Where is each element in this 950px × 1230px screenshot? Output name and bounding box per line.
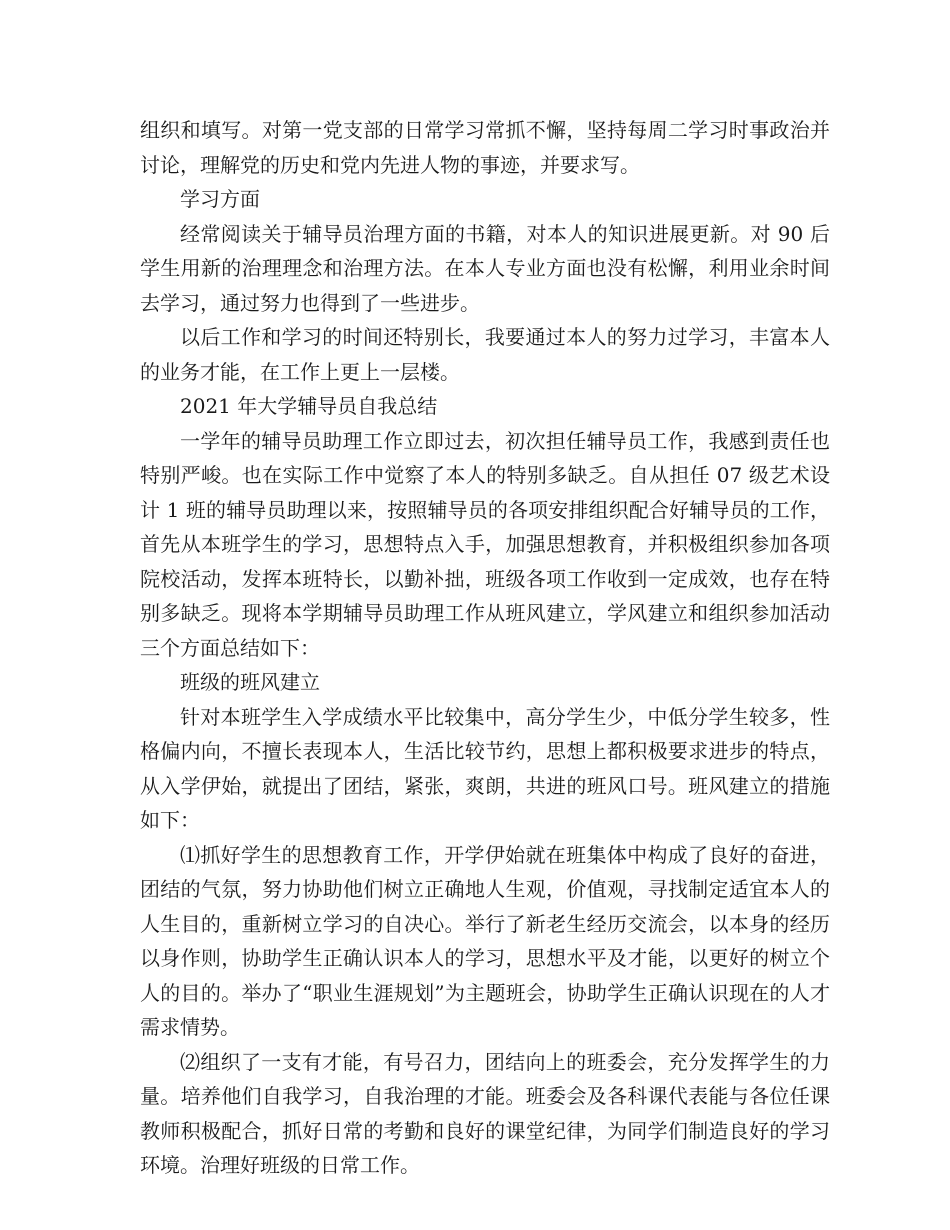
- paragraph-future: 以后工作和学习的时间还特别长，我要通过本人的努力过学习，丰富本人的业务才能，在工作上更上一层楼。: [140, 325, 830, 384]
- section-heading-study: 学习方面: [180, 187, 260, 211]
- section-heading-class-style: 班级的班风建立: [180, 670, 320, 694]
- paragraph-summary-intro: 一学年的辅导员助理工作立即过去，初次担任辅导员工作，我感到责任也特别严峻。也在实际工作中觉察了本人的特别多缺乏。自从担任 07 级艺术设计 1 班的辅导员助理以来，按照辅导员的各项安排组织配合好辅导员的工作，首先从本班学生的学习，思想特点入手，加强思想教育，并积极组织参加各项院校活动，发挥本班特长，以勤补拙，班级各项工作收到一定成效，也存在特别多缺乏。现将本学期辅导员助理工作从班风建立，学风建立和组织参加活动三个方面总结如下：: [140, 428, 830, 660]
- document-page: [140, 113, 830, 1183]
- paragraph-study: 经常阅读关于辅导员治理方面的书籍，对本人的知识进展更新。对 90 后学生用新的治理理念和治理方法。在本人专业方面也没有松懈，利用业余时间去学习，通过努力也得到了一些进步。: [140, 221, 830, 315]
- section-heading-summary-title: 2021 年大学辅导员自我总结: [180, 394, 438, 418]
- paragraph-measure-2: ⑵组织了一支有才能，有号召力，团结向上的班委会，充分发挥学生的力量。培养他们自我学习，自我治理的才能。班委会及各科课代表能与各位任课教师积极配合，抓好日常的考勤和良好的课堂纪律，为同学们制造良好的学习环境。治理好班级的日常工作。: [140, 1049, 830, 1177]
- paragraph-continuation: 组织和填写。对第一党支部的日常学习常抓不懈，坚持每周二学习时事政治并讨论，理解党的历史和党内先进人物的事迹，并要求写。: [140, 118, 830, 177]
- paragraph-measure-1: ⑴抓好学生的思想教育工作，开学伊始就在班集体中构成了良好的奋进，团结的气氛，努力协助他们树立正确地人生观，价值观，寻找制定适宜本人的人生目的，重新树立学习的自决心。举行了新老生经历交流会，以本身的经历以身作则，协助学生正确认识本人的学习，思想水平及才能，以更好的树立个人的目的。举办了“职业生涯规划”为主题班会，协助学生正确认识现在的人才需求情势。: [140, 842, 830, 1039]
- paragraph-class-style: 针对本班学生入学成绩水平比较集中，高分学生少，中低分学生较多，性格偏内向，不擅长表现本人，生活比较节约，思想上都积极要求进步的特点，从入学伊始，就提出了团结，紧张，爽朗，共进的班风口号。班风建立的措施如下：: [140, 704, 830, 832]
